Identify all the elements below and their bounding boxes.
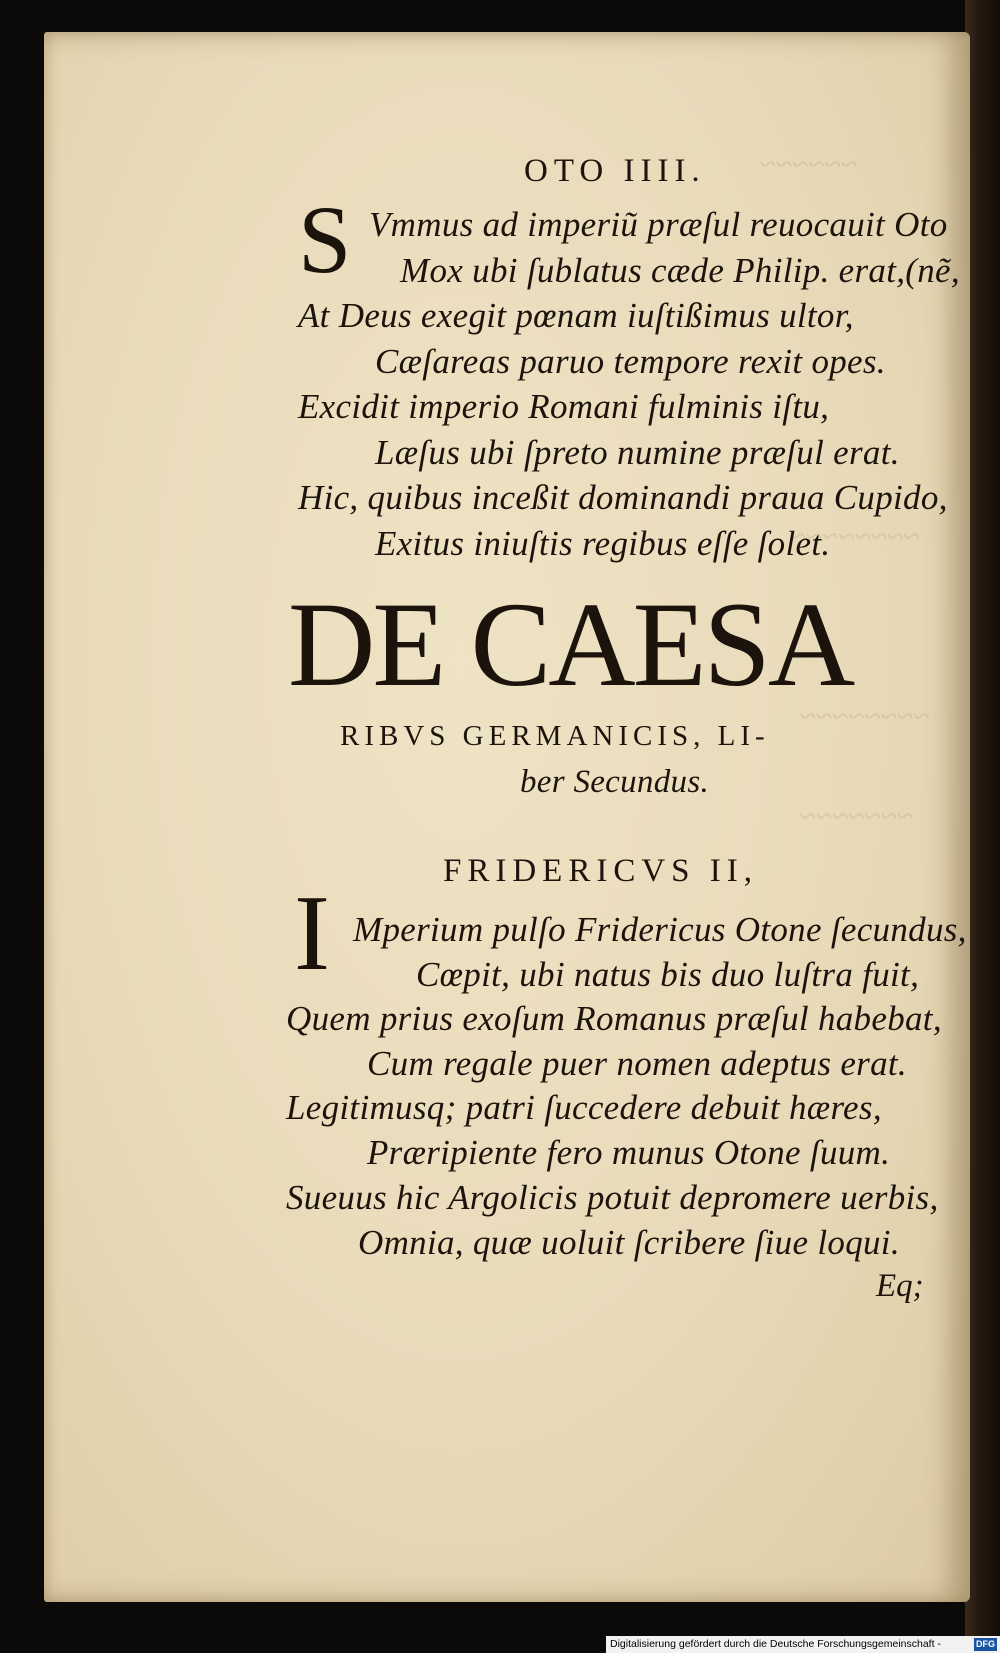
section-heading-fridericus: FRIDERICVS II, <box>443 853 759 889</box>
section-heading-oto: OTO IIII. <box>524 153 706 189</box>
verse-line: Præripiente fero munus Otone ſuum. <box>367 1133 891 1172</box>
show-through: ~~~~~~~~ <box>790 520 920 553</box>
catchword: Eq; <box>876 1268 924 1304</box>
book-subtitle-line: ber Secundus. <box>520 764 710 800</box>
show-through: ~~~~~~ <box>760 148 858 181</box>
dfg-logo: DFG <box>976 1639 995 1649</box>
verse-line: Legitimusq; patri ſuccedere debuit hæres, <box>286 1088 882 1127</box>
verse-line: Cæſareas paruo tempore rexit opes. <box>375 342 886 381</box>
verse-line: Excidit imperio Romani fulminis iſtu, <box>298 387 830 426</box>
digitization-credit <box>606 1636 1000 1653</box>
verse-line: Quem prius exoſum Romanus præſul habebat, <box>286 999 942 1038</box>
credit-text: Digitalisierung gefördert durch die Deutsche Forschungsgemeinschaft - <box>610 1638 941 1650</box>
book-spine <box>965 0 1000 1653</box>
book-subtitle: RIBVS GERMANICIS, LI- <box>340 720 770 752</box>
verse-line: Mox ubi ſublatus cæde Philip. erat,(nẽ, <box>400 251 960 290</box>
verse-line: Vmmus ad imperiũ præſul reuocauit Oto <box>369 205 948 244</box>
verse-line: Cœpit, ubi natus bis duo luſtra fuit, <box>416 955 920 994</box>
dropcap-i: I <box>294 874 330 993</box>
verse-line: Sueuus hic Argolicis potuit depromere uerbis, <box>286 1178 939 1217</box>
verse-line: At Deus exegit pœnam iuſtißimus ultor, <box>298 296 854 335</box>
book-title: DE CAESA <box>288 578 853 712</box>
verse-line: Exitus iniuſtis regibus eſſe ſolet. <box>375 524 831 563</box>
show-through: ~~~~~~~ <box>800 800 914 833</box>
verse-line: Hic, quibus inceßit dominandi praua Cupido, <box>298 478 948 517</box>
dropcap-s: S <box>298 186 352 293</box>
verse-line: Cum regale puer nomen adeptus erat. <box>367 1044 907 1083</box>
verse-line: Mperium pulſo Fridericus Otone ſecundus, <box>353 910 967 949</box>
show-through: ~~~~~~~~ <box>800 700 930 733</box>
verse-line: Omnia, quæ uoluit ſcribere ſiue loqui. <box>358 1223 900 1262</box>
verse-line: Læſus ubi ſpreto numine præſul erat. <box>375 433 900 472</box>
